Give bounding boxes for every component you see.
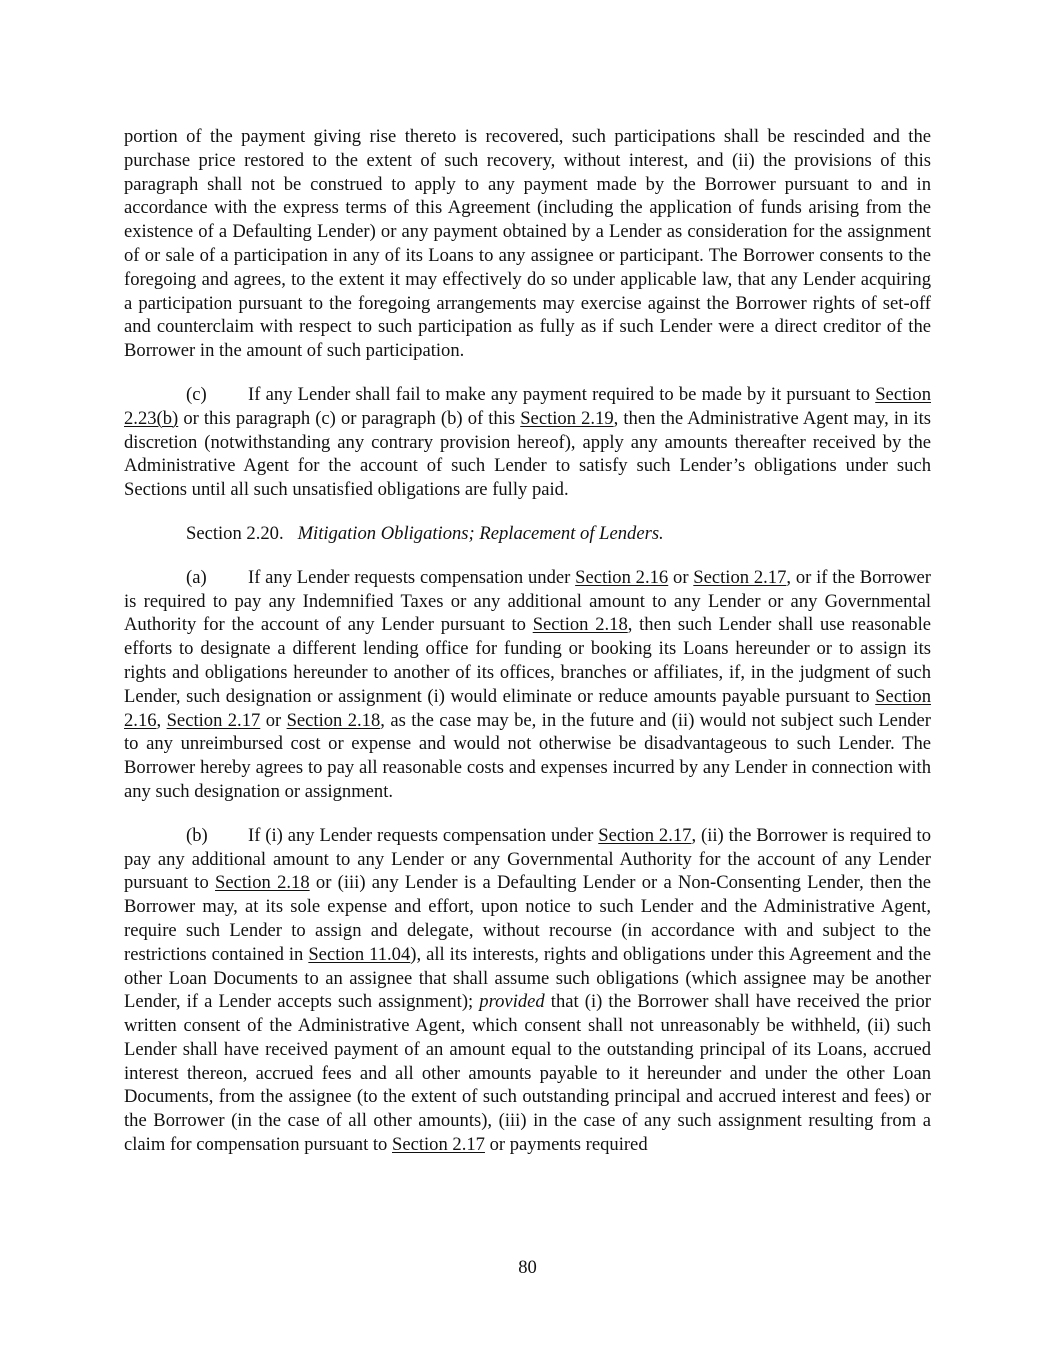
section-reference: Section 11.04: [308, 943, 411, 965]
section-reference: Section 2.18: [286, 709, 381, 731]
paragraph-b: (b) If (i) any Lender requests compensation under Section 2.17, (ii) the Borrower is required to pay any additional amount to any Lender or any Governmental Authority for the account of any Lender pursuant to Section 2.18 or (iii) any Lender is a Defaulting Lender or a Non-Consenting Lender, then the Borrower may, at its sole expense and effort, upon notice to such Lender and the Administrative Agent, require such Lender to assign and delegate, without recourse (in accordance with and subject to the restrictions contained in Section 11.04), all its interests, rights and obligations under this Agreement and the other Loan Documents to an assignee that shall assume such obligations (which assignee may be another Lender, if a Lender accepts such assignment); provided that (i) the Borrower shall have received the prior written consent of the Administrative Agent, which consent shall not unreasonably be withheld, (ii) such Lender shall have received payment of an amount equal to the outstanding principal of its Loans, accrued interest thereon, accrued fees and all other amounts payable to it hereunder and under the other Loan Documents, from the assignee (to the extent of such outstanding principal and accrued interest and fees) or the Borrower (in the case of all other amounts), (iii) in the case of any such assignment resulting from a claim for compensation pursuant to Section 2.17 or payments required: [124, 824, 931, 1156]
section-number: Section 2.20.: [186, 522, 284, 544]
section-reference: Section 2.18: [215, 872, 310, 894]
paragraph-label: (a): [186, 566, 207, 588]
paragraph-label: (b): [186, 824, 208, 846]
paragraph-label: (c): [186, 383, 207, 405]
section-reference: Section 2.17: [693, 566, 787, 588]
section-reference: Section 2.17: [392, 1134, 485, 1156]
section-reference: Section 2.16: [575, 566, 669, 588]
page-number: 80: [518, 1257, 537, 1278]
section-reference: Section 2.18: [532, 614, 628, 636]
paragraph-c: (c) If any Lender shall fail to make any payment required to be made by it pursuant to Section 2.23(b) or this paragraph (c) or paragraph (b) of this Section 2.19, then the Administrative Agent may, in its discretion (notwithstanding any contrary provision hereof), apply any amounts thereafter received by the Administrative Agent for the account of such Lender to satisfy such Lender’s obligations under such Sections until all such unsatisfied obligations are fully paid.: [124, 383, 931, 501]
section-reference: Section 2.17: [598, 824, 692, 846]
section-reference: Section 2.17: [166, 709, 261, 731]
section-reference: Section 2.23(b): [124, 383, 931, 429]
paragraph-a: (a) If any Lender requests compensation under Section 2.16 or Section 2.17, or if the Borrower is required to pay any Indemnified Taxes or any additional amount to any Lender or any Governmental Authority for the account of any Lender pursuant to Section 2.18, then such Lender shall use reasonable efforts to designate a different lending office for funding or booking its Loans hereunder or to assign its rights and obligations hereunder to another of its offices, branches or affiliates, if, in the judgment of such Lender, such designation or assignment (i) would eliminate or reduce amounts payable pursuant to Section 2.16, Section 2.17 or Section 2.18, as the case may be, in the future and (ii) would not subject such Lender to any unreimbursed cost or expense and would not otherwise be disadvantageous to such Lender. The Borrower hereby agrees to pay all reasonable costs and expenses incurred by any Lender in connection with any such designation or assignment.: [124, 566, 932, 802]
document-page: [124, 125, 931, 1157]
section-title: Mitigation Obligations; Replacement of Lenders.: [297, 522, 664, 544]
section-reference: Section 2.16: [124, 685, 931, 731]
paragraph-continuation: [124, 125, 931, 363]
emphasis-provided: provided: [479, 991, 545, 1013]
paragraph-text: portion of the payment giving rise thereto is recovered, such participations shall be rescinded and the purchase price restored to the extent of such recovery, without interest, and (ii) the provisions of this paragraph shall not be construed to apply to any payment made by the Borrower pursuant to and in accordance with the express terms of this Agreement (including the application of funds arising from the existence of a Defaulting Lender) or any payment obtained by a Lender as consideration for the assignment of or sale of a participation in any of its Loans to any assignee or participant. The Borrower consents to the foregoing and agrees, to the extent it may effectively do so under applicable law, that any Lender acquiring a participation pursuant to the foregoing arrangements may exercise against the Borrower rights of set-off and counterclaim with respect to such participation as fully as if such Lender were a direct creditor of the Borrower in the amount of such participation.: [124, 126, 931, 362]
section-reference: Section 2.19: [520, 407, 614, 429]
section-heading: [124, 522, 931, 546]
